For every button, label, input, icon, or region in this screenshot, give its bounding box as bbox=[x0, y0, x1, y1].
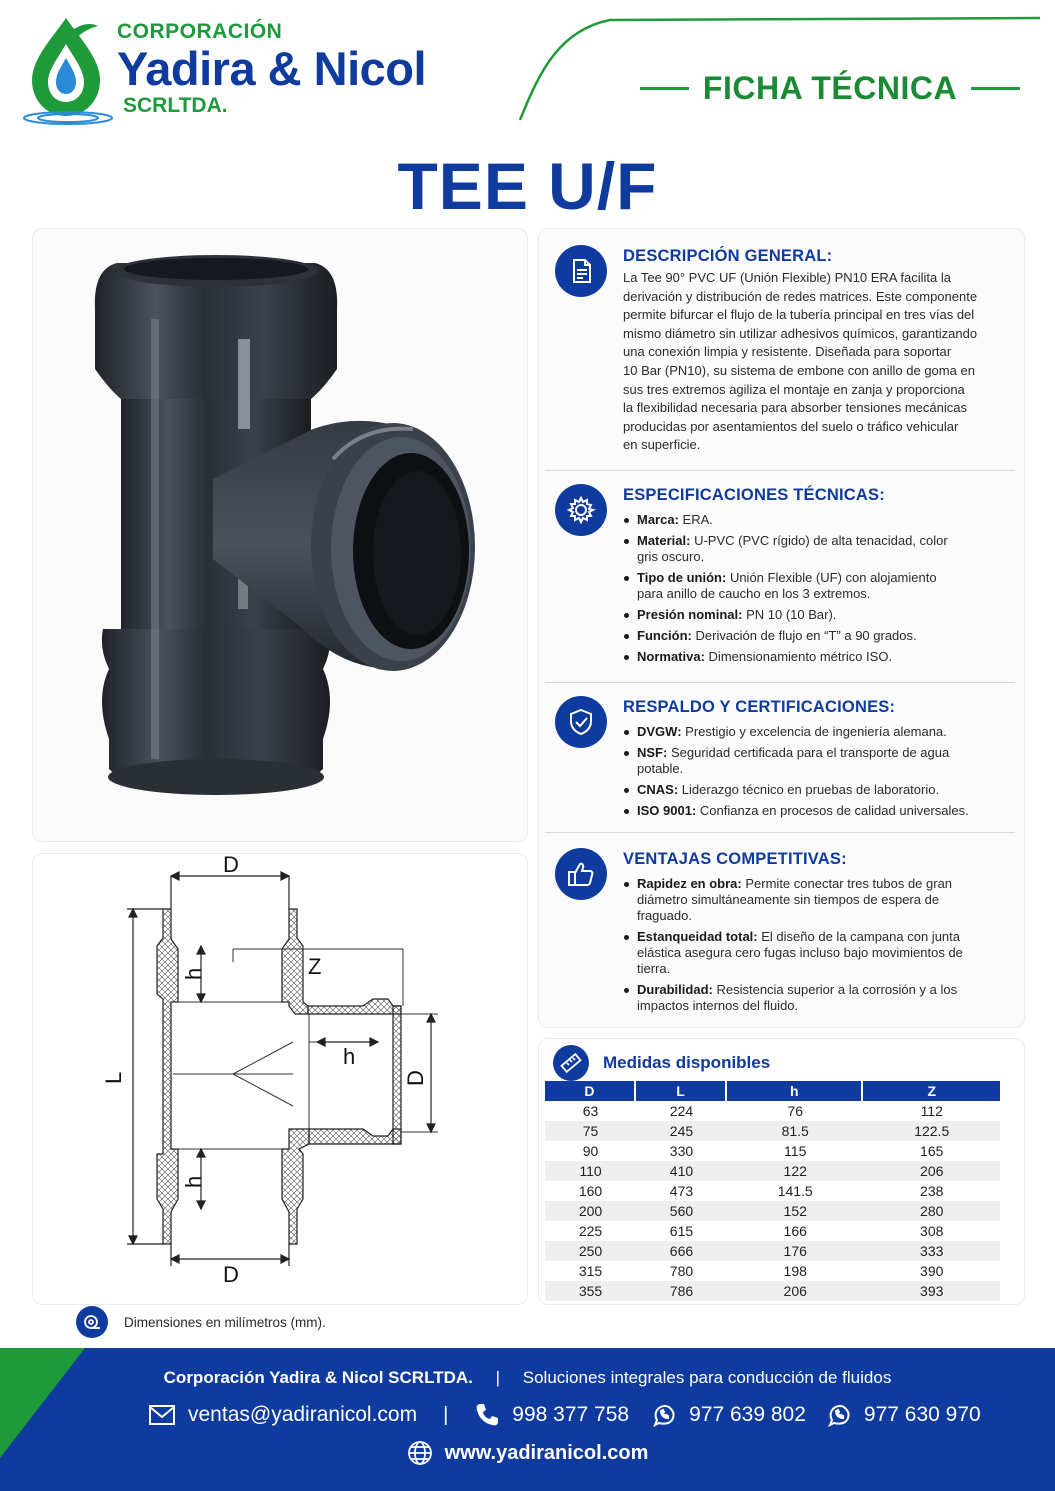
doc-type-banner bbox=[640, 70, 1020, 107]
diagram-label-h-mid: h bbox=[343, 1044, 356, 1069]
list-item: Tipo de unión: Unión Flexible (UF) con alojamiento para anillo de caucho en los 3 extremos. bbox=[623, 570, 953, 602]
table-cell: 81.5 bbox=[727, 1121, 864, 1141]
thumbs-up-icon bbox=[555, 848, 607, 900]
table-cell: 666 bbox=[636, 1241, 727, 1261]
list-item: CNAS: Liderazgo técnico en pruebas de laboratorio. bbox=[623, 782, 983, 798]
list-item: Estanqueidad total: El diseño de la campana con junta elástica asegura cero fugas incluso bajo movimientos de tierra. bbox=[623, 929, 983, 977]
diagram-label-d-right: D bbox=[403, 1070, 428, 1086]
descripcion-line: en superficie. bbox=[623, 437, 701, 453]
table-cell: 176 bbox=[727, 1241, 864, 1261]
table-cell: 786 bbox=[636, 1281, 727, 1301]
especificaciones-list bbox=[623, 512, 953, 670]
table-row bbox=[545, 1241, 1000, 1261]
info-panel bbox=[538, 228, 1025, 1028]
phone-icon bbox=[474, 1402, 500, 1428]
table-cell: 355 bbox=[545, 1281, 636, 1301]
table-cell: 141.5 bbox=[777, 1183, 813, 1199]
footer-separator: | bbox=[495, 1368, 501, 1387]
descripcion-line: la flexibilidad necesaria para absorber tensiones mecánicas bbox=[623, 400, 967, 416]
footer-website: www.yadiranicol.com bbox=[444, 1441, 649, 1464]
table-row bbox=[545, 1121, 1000, 1141]
footer-whatsapp2-item[interactable] bbox=[826, 1402, 981, 1428]
table-cell: 315 bbox=[578, 1263, 603, 1279]
medidas-table-body bbox=[545, 1101, 1000, 1301]
table-cell: 280 bbox=[863, 1201, 1000, 1221]
diagram-label-l: L bbox=[101, 1071, 126, 1084]
mail-icon bbox=[148, 1404, 176, 1426]
table-cell: 110 bbox=[545, 1161, 636, 1181]
list-item: Presión nominal: PN 10 (10 Bar). bbox=[623, 607, 953, 623]
descripcion-line: sus tres extremos agiliza el montaje en zanja y proporciona bbox=[623, 381, 965, 397]
section-divider bbox=[545, 470, 1015, 471]
doc-type-label: FICHA TÉCNICA bbox=[702, 70, 958, 106]
medidas-panel bbox=[538, 1038, 1025, 1305]
footer-whatsapp1-item[interactable] bbox=[651, 1402, 806, 1428]
logo-company-suffix: SCRLTDA. bbox=[123, 94, 228, 117]
descripcion-line: mismo diámetro sin utilizar adhesivos químicos, garantizando bbox=[623, 325, 978, 341]
table-cell: 615 bbox=[669, 1223, 694, 1239]
whatsapp-icon bbox=[651, 1402, 677, 1428]
table-cell: 308 bbox=[920, 1223, 944, 1239]
table-cell: 206 bbox=[727, 1281, 864, 1301]
descripcion-line: 10 Bar (PN10), su sistema de embone con anillo de goma en bbox=[623, 362, 975, 378]
descripcion-line: una conexión limpia y resistente. Diseñada para soportar bbox=[623, 344, 952, 360]
table-cell: 122 bbox=[727, 1161, 864, 1181]
table-cell: 238 bbox=[920, 1183, 944, 1199]
table-cell: 198 bbox=[783, 1263, 807, 1279]
globe-icon bbox=[407, 1440, 433, 1466]
table-cell: 76 bbox=[787, 1103, 803, 1119]
document-icon bbox=[555, 245, 607, 297]
list-item: Durabilidad: Resistencia superior a la corrosión y a los impactos internos del fluido. bbox=[623, 982, 983, 1014]
medidas-header bbox=[553, 1045, 770, 1081]
footer-company: Corporación Yadira & Nicol SCRLTDA. bbox=[163, 1368, 473, 1387]
ventajas-list bbox=[623, 876, 983, 1019]
section-title-descripcion: DESCRIPCIÓN GENERAL: bbox=[623, 247, 833, 265]
column-header: h bbox=[727, 1081, 864, 1101]
table-cell: 112 bbox=[920, 1103, 943, 1119]
table-cell: 390 bbox=[920, 1263, 944, 1279]
units-note bbox=[76, 1306, 326, 1338]
diagram-label-z: Z bbox=[308, 954, 322, 979]
gear-icon bbox=[555, 484, 607, 536]
medidas-table bbox=[545, 1081, 1000, 1301]
column-header: Z bbox=[863, 1081, 1000, 1101]
table-cell: 206 bbox=[863, 1161, 1000, 1181]
footer-tagline bbox=[0, 1368, 1055, 1388]
descripcion-text bbox=[623, 269, 1013, 455]
footer-contacts bbox=[148, 1402, 981, 1428]
table-row bbox=[545, 1281, 1000, 1301]
diagram-label-h-top: h bbox=[181, 967, 206, 980]
table-row bbox=[545, 1201, 1000, 1221]
ruler-icon bbox=[553, 1045, 589, 1081]
table-cell: 330 bbox=[669, 1143, 694, 1159]
logo-corp-label: CORPORACIÓN bbox=[117, 20, 283, 43]
tape-measure-icon bbox=[76, 1306, 108, 1338]
descripcion-line: derivación y distribución de redes matrices. Este componente bbox=[623, 288, 978, 304]
list-item: Rapidez en obra: Permite conectar tres tubos de gran diámetro simultáneamente sin tiempos de espera de fraguado. bbox=[623, 876, 983, 924]
list-item: Marca: ERA. bbox=[623, 512, 953, 528]
table-cell: 122.5 bbox=[863, 1121, 1000, 1141]
table-cell: 63 bbox=[582, 1103, 599, 1119]
footer-email: ventas@yadiranicol.com bbox=[188, 1403, 418, 1426]
footer-email-item[interactable] bbox=[148, 1403, 417, 1427]
list-item: NSF: Seguridad certificada para el transporte de agua potable. bbox=[623, 745, 983, 777]
footer-website-item[interactable] bbox=[0, 1440, 1055, 1466]
footer-whatsapp1: 977 639 802 bbox=[689, 1403, 806, 1426]
section-title-respaldo: RESPALDO Y CERTIFICACIONES: bbox=[623, 698, 896, 716]
table-cell: 224 bbox=[669, 1103, 694, 1119]
table-row bbox=[545, 1101, 1000, 1121]
table-cell: 166 bbox=[783, 1223, 807, 1239]
section-divider bbox=[545, 682, 1015, 683]
table-row bbox=[545, 1221, 1000, 1241]
table-cell: 165 bbox=[920, 1143, 944, 1159]
footer-whatsapp2: 977 630 970 bbox=[863, 1403, 981, 1426]
table-cell: 780 bbox=[669, 1263, 694, 1279]
table-cell: 225 bbox=[578, 1223, 603, 1239]
section-title-ventajas: VENTAJAS COMPETITIVAS: bbox=[623, 850, 847, 868]
table-cell: 410 bbox=[636, 1161, 727, 1181]
table-cell: 333 bbox=[863, 1241, 1000, 1261]
table-row bbox=[545, 1161, 1000, 1181]
section-title-especificaciones: ESPECIFICACIONES TÉCNICAS: bbox=[623, 486, 885, 504]
doc-type-line-right bbox=[971, 87, 1020, 90]
footer-separator: | bbox=[443, 1403, 449, 1426]
footer-phone: 998 377 758 bbox=[512, 1403, 630, 1426]
table-cell: 90 bbox=[582, 1143, 599, 1159]
table-cell: 160 bbox=[578, 1183, 603, 1199]
table-row bbox=[545, 1181, 1000, 1201]
descripcion-line: permite bifurcar el flujo de la tubería principal en tres vías del bbox=[623, 307, 975, 323]
respaldo-list bbox=[623, 724, 983, 824]
list-item: Normativa: Dimensionamiento métrico ISO. bbox=[623, 649, 953, 665]
table-cell: 115 bbox=[784, 1143, 807, 1159]
table-cell: 245 bbox=[636, 1121, 727, 1141]
logo-company-name: Yadira & Nicol bbox=[117, 42, 427, 95]
descripcion-line: La Tee 90° PVC UF (Unión Flexible) PN10 ERA facilita la bbox=[623, 270, 951, 285]
table-cell: 75 bbox=[545, 1121, 636, 1141]
table-cell: 473 bbox=[669, 1183, 694, 1199]
table-cell: 152 bbox=[727, 1201, 864, 1221]
table-header-row bbox=[545, 1081, 1000, 1101]
list-item: Función: Derivación de flujo en “T” a 90 grados. bbox=[623, 628, 953, 644]
diagram-label-d-top: D bbox=[223, 854, 239, 877]
footer-slogan: Soluciones integrales para conducción de fluidos bbox=[522, 1368, 892, 1387]
water-drop-logo-icon bbox=[18, 14, 118, 130]
whatsapp-icon bbox=[826, 1402, 852, 1428]
diagram-label-d-bottom: D bbox=[223, 1262, 239, 1287]
table-row bbox=[545, 1141, 1000, 1161]
descripcion-line: producidas por asentamientos del suelo o tráfico vehicular bbox=[623, 418, 959, 434]
footer-phone-item[interactable] bbox=[474, 1402, 629, 1428]
column-header: D bbox=[545, 1081, 636, 1101]
footer bbox=[0, 1348, 1055, 1491]
doc-type-line-left bbox=[640, 87, 689, 90]
medidas-title: Medidas disponibles bbox=[603, 1053, 771, 1072]
table-cell: 250 bbox=[545, 1241, 636, 1261]
page-title: TEE U/F bbox=[397, 149, 658, 223]
table-cell: 560 bbox=[636, 1201, 727, 1221]
header bbox=[0, 0, 1055, 150]
dimension-diagram-panel bbox=[32, 853, 528, 1305]
table-cell: 200 bbox=[545, 1201, 636, 1221]
list-item: ISO 9001: Confianza en procesos de calidad universales. bbox=[623, 803, 983, 819]
diagram-label-h-bottom: h bbox=[181, 1175, 206, 1188]
table-row bbox=[545, 1261, 1000, 1281]
pvc-tee-photo bbox=[33, 229, 529, 843]
list-item: Material: U-PVC (PVC rígido) de alta tenacidad, color gris oscuro. bbox=[623, 533, 953, 565]
units-note-text: Dimensiones en milímetros (mm). bbox=[124, 1314, 326, 1330]
column-header: L bbox=[636, 1081, 727, 1101]
product-photo-panel bbox=[32, 228, 528, 842]
company-logo-text bbox=[117, 20, 426, 118]
tee-dimension-diagram bbox=[33, 854, 529, 1306]
table-cell: 393 bbox=[863, 1281, 1000, 1301]
list-item: DVGW: Prestigio y excelencia de ingeniería alemana. bbox=[623, 724, 983, 740]
shield-check-icon bbox=[555, 696, 607, 748]
section-divider bbox=[545, 832, 1015, 833]
